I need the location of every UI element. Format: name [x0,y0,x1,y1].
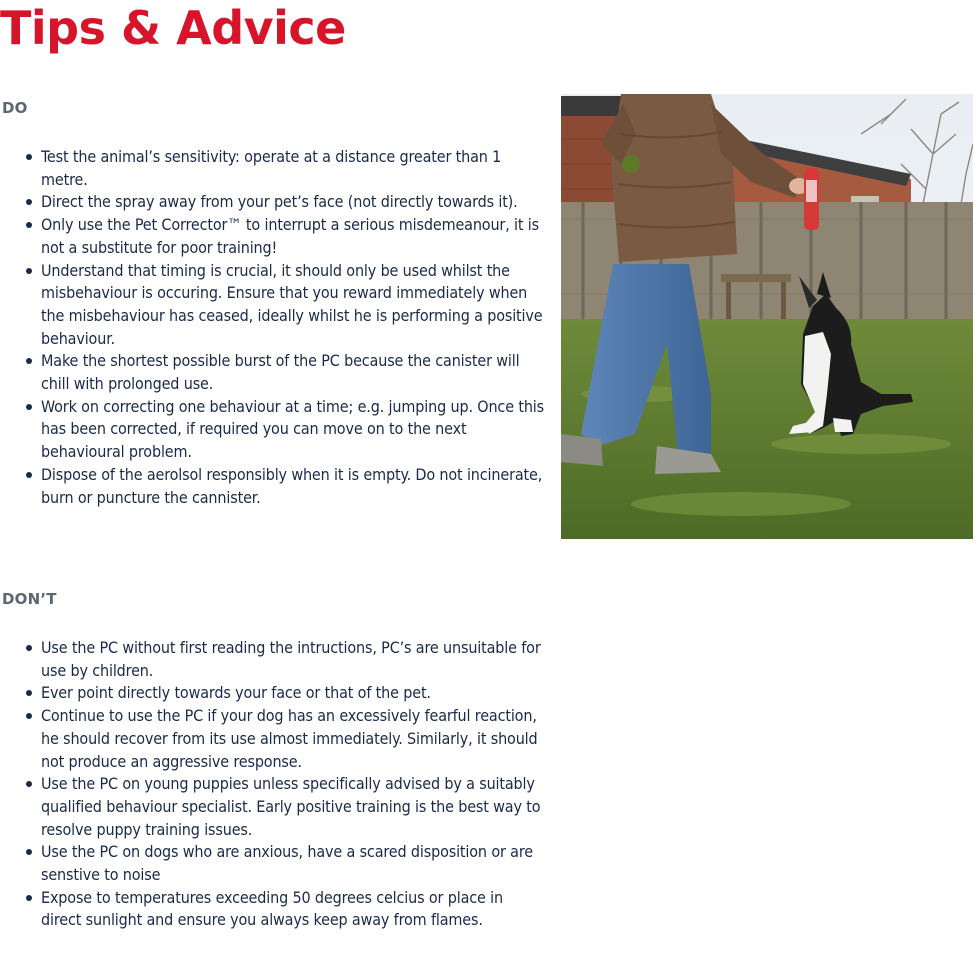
list-item: Work on correcting one behaviour at a time; e.g. jumping up. Once this has been corrected, if required you can move on to the next behavioural problem. [22,396,547,464]
list-item: Use the PC on young puppies unless specifically advised by a suitably qualified behaviour specialist. Early positive training is the best way to resolve puppy training issues. [22,773,544,841]
dont-list [22,637,544,932]
do-heading: DO [2,99,28,117]
do-list [22,146,547,509]
list-item: Understand that timing is crucial, it should only be used whilst the misbehaviour is occuring. Ensure that you reward immediately when the misbehaviour has ceased, ideally whilst he is performing a positive behaviour. [22,260,547,351]
list-item: Ever point directly towards your face or that of the pet. [22,682,544,705]
list-item: Direct the spray away from your pet’s face (not directly towards it). [22,191,547,214]
list-item: Make the shortest possible burst of the PC because the canister will chill with prolonged use. [22,350,547,395]
list-item: Use the PC without first reading the intructions, PC’s are unsuitable for use by children. [22,637,544,682]
list-item: Continue to use the PC if your dog has an excessively fearful reaction, he should recover from its use almost immediately. Similarly, it should not produce an aggressive response. [22,705,544,773]
page-title: Tips & Advice [0,1,346,55]
dog-training-photo [561,94,973,539]
list-item: Test the animal’s sensitivity: operate at a distance greater than 1 metre. [22,146,547,191]
list-item: Only use the Pet Corrector™ to interrupt a serious misdemeanour, it is not a substitute for poor training! [22,214,547,259]
list-item: Use the PC on dogs who are anxious, have a scared disposition or are senstive to noise [22,841,544,886]
list-item: Dispose of the aerolsol responsibly when it is empty. Do not incinerate, burn or puncture the cannister. [22,464,547,509]
dont-heading: DON’T [2,590,57,608]
list-item: Expose to temperatures exceeding 50 degrees celcius or place in direct sunlight and ensure you always keep away from flames. [22,887,544,932]
